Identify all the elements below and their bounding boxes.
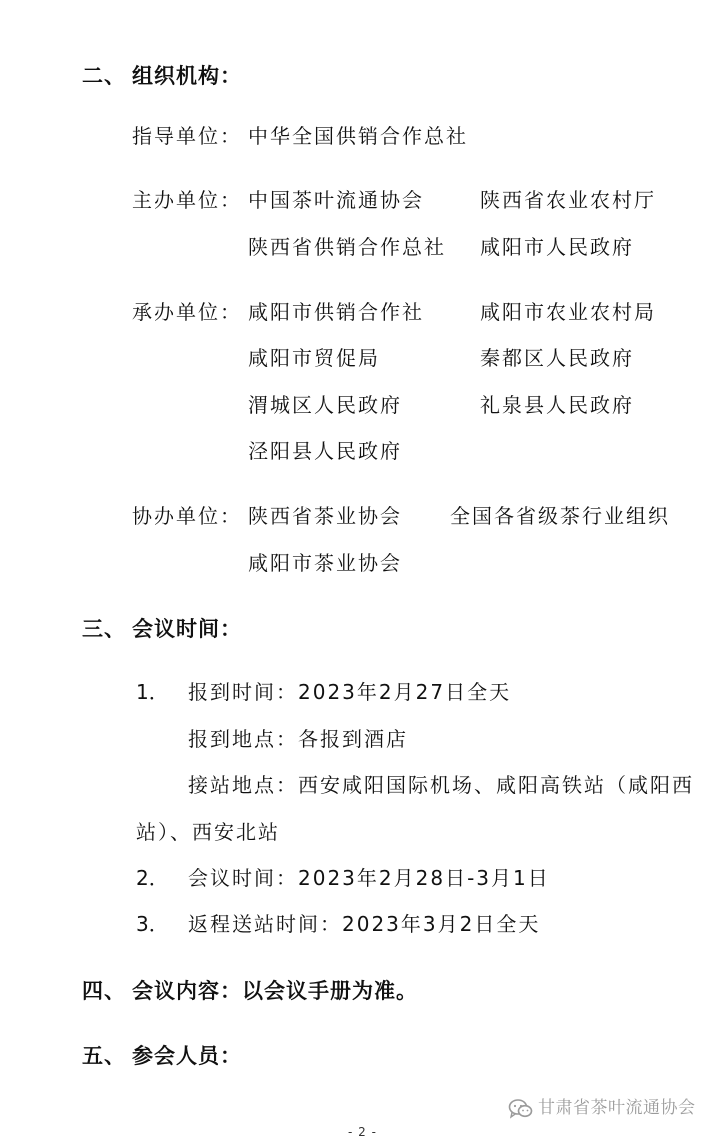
watermark-text: 甘肃省茶叶流通协会	[538, 1098, 696, 1118]
schedule-item-number: 3．	[136, 912, 169, 936]
host-unit: 陕西省供销合作总社	[248, 235, 446, 259]
page-number: - 2 -	[348, 1125, 377, 1139]
organizer-unit: 泾阳县人民政府	[248, 439, 402, 463]
section-3-number: 三、	[82, 617, 126, 641]
organizer-unit: 秦都区人民政府	[480, 346, 634, 370]
organizer-unit: 咸阳市供销合作社	[248, 300, 424, 324]
section-2-number: 二、	[82, 64, 126, 88]
section-5-number: 五、	[82, 1044, 126, 1068]
co-unit: 全国各省级茶行业组织	[450, 504, 670, 528]
host-unit: 陕西省农业农村厅	[480, 188, 656, 212]
co-unit: 陕西省茶业协会	[248, 504, 402, 528]
host-label: 主办单位：	[132, 188, 242, 212]
section-5-title: 参会人员：	[132, 1044, 242, 1068]
guide-label: 指导单位：	[132, 124, 242, 148]
organizer-unit: 渭城区人民政府	[248, 393, 402, 417]
organizer-label: 承办单位：	[132, 300, 242, 324]
schedule-item-number: 2．	[136, 866, 169, 890]
pickup-place-line1: 接站地点：西安咸阳国际机场、咸阳高铁站（咸阳西	[188, 773, 694, 797]
meeting-time: 会议时间：2023年2月28日-3月1日	[188, 866, 550, 890]
schedule-item-number: 1．	[136, 680, 169, 704]
co-label: 协办单位：	[132, 504, 242, 528]
section-4-number: 四、	[82, 979, 126, 1003]
co-unit: 咸阳市茶业协会	[248, 551, 402, 575]
return-time: 返程送站时间：2023年3月2日全天	[188, 912, 541, 936]
section-4-title: 会议内容：以会议手册为准。	[132, 979, 418, 1003]
checkin-place: 报到地点：各报到酒店	[188, 727, 408, 751]
section-2-title: 组织机构：	[132, 64, 242, 88]
organizer-unit: 咸阳市贸促局	[248, 346, 380, 370]
guide-unit: 中华全国供销合作总社	[248, 124, 468, 148]
organizer-unit: 咸阳市农业农村局	[480, 300, 656, 324]
checkin-time: 报到时间：2023年2月27日全天	[188, 680, 512, 704]
organizer-unit: 礼泉县人民政府	[480, 393, 634, 417]
wechat-icon	[508, 1098, 534, 1120]
section-3-title: 会议时间：	[132, 617, 242, 641]
host-unit: 中国茶叶流通协会	[248, 188, 424, 212]
host-unit: 咸阳市人民政府	[480, 235, 634, 259]
pickup-place-line2: 站）、西安北站	[136, 820, 280, 844]
